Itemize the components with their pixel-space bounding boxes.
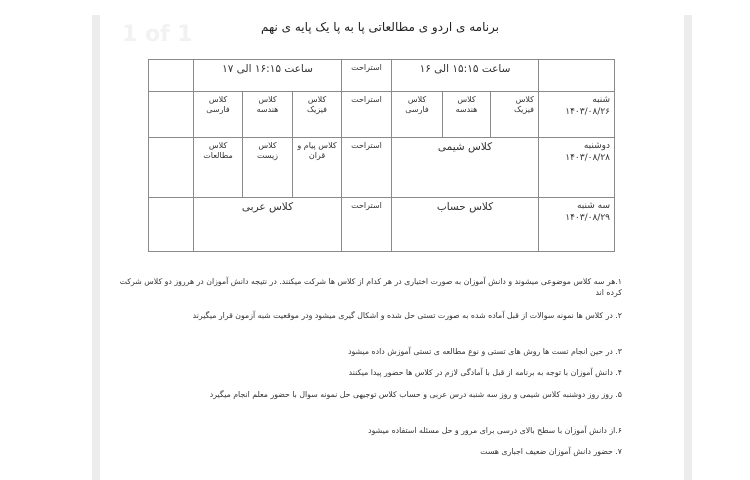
- class-cell: کلاس مطالعات: [193, 137, 243, 198]
- header-slot1: ساعت ۱۵:۱۵ الی ۱۶: [391, 59, 539, 92]
- row-day-monday: [538, 137, 615, 198]
- class-cell: کلاس هندسه: [442, 91, 491, 138]
- class-cell: کلاس هندسه: [242, 91, 293, 138]
- header-rest: استراحت: [341, 59, 392, 92]
- note-item: ۶.از دانش آموزان با سطح بالای درسی برای مرور و حل مسئله استفاده میشود: [368, 426, 622, 435]
- header-day-cell: [538, 59, 615, 92]
- note-item: ۷. حضور دانش آموزان ضعیف اجباری هست: [480, 447, 622, 456]
- class-cell: کلاس حساب: [391, 197, 539, 252]
- document-title: برنامه ی اردو ی مطالعاتی پا به پا یک پایه ی نهم: [260, 20, 500, 34]
- day-date: ۱۴۰۳/۰۸/۲۸: [565, 152, 610, 163]
- class-cell: کلاس فارسی: [193, 91, 243, 138]
- page-margin-right: [684, 15, 692, 480]
- empty-cell: [148, 137, 194, 198]
- day-date: ۱۴۰۳/۰۸/۲۶: [565, 106, 610, 117]
- class-cell: کلاس فارسی: [391, 91, 443, 138]
- class-cell: کلاس زیست: [242, 137, 293, 198]
- class-cell: کلاس فیزیک: [490, 91, 539, 138]
- note-item: ۱.هر سه کلاس موضوعی میشوند و دانش آموزان به صورت اختیاری در هر کدام از کلاس ها شرکت میکنند. در نتیجه دانش آموزان در هرروز دو کلاس شرکت کرده اند: [119, 277, 622, 298]
- empty-cell: [148, 91, 194, 138]
- row-day-saturday: [538, 91, 615, 138]
- note-item: ۲. در کلاس ها نمونه سوالات از قبل آماده شده به صورت تستی حل شده و اشکال گیری میشود ودر موقعیت شبه آزمون قرار میگیرند: [192, 311, 622, 320]
- class-cell: کلاس فیزیک: [292, 91, 342, 138]
- header-slot2: ساعت ۱۶:۱۵ الی ۱۷: [193, 59, 342, 92]
- header-empty: [148, 59, 194, 92]
- rest-cell: استراحت: [341, 91, 392, 138]
- page-indicator: 1 of 1: [122, 22, 193, 47]
- day-name: سه شنبه: [576, 201, 610, 211]
- class-cell: کلاس عربی: [193, 197, 342, 252]
- day-date: ۱۴۰۳/۰۸/۲۹: [565, 212, 610, 223]
- note-item: ۴. دانش آموزان با توجه به برنامه از قبل با آمادگی لازم در کلاس ها حضور پیدا میکنند: [348, 368, 622, 377]
- class-cell: کلاس پیام و قران: [292, 137, 342, 198]
- page-margin-left: [92, 15, 100, 480]
- row-day-tuesday: [538, 197, 615, 252]
- note-item: ۵. روز روز دوشنبه کلاس شیمی و روز سه شنبه درس عربی و حساب کلاس توجیهی حل نمونه سوال با حضور معلم انجام میگیرد: [209, 390, 622, 399]
- rest-cell: استراحت: [341, 197, 392, 252]
- day-name: شنبه: [592, 95, 610, 105]
- day-name: دوشنبه: [583, 141, 610, 151]
- empty-cell: [148, 197, 194, 252]
- rest-cell: استراحت: [341, 137, 392, 198]
- note-item: ۳. در حین انجام تست ها روش های تستی و نوع مطالعه ی تستی آموزش داده میشود: [348, 347, 622, 356]
- class-cell: کلاس شیمی: [391, 137, 539, 198]
